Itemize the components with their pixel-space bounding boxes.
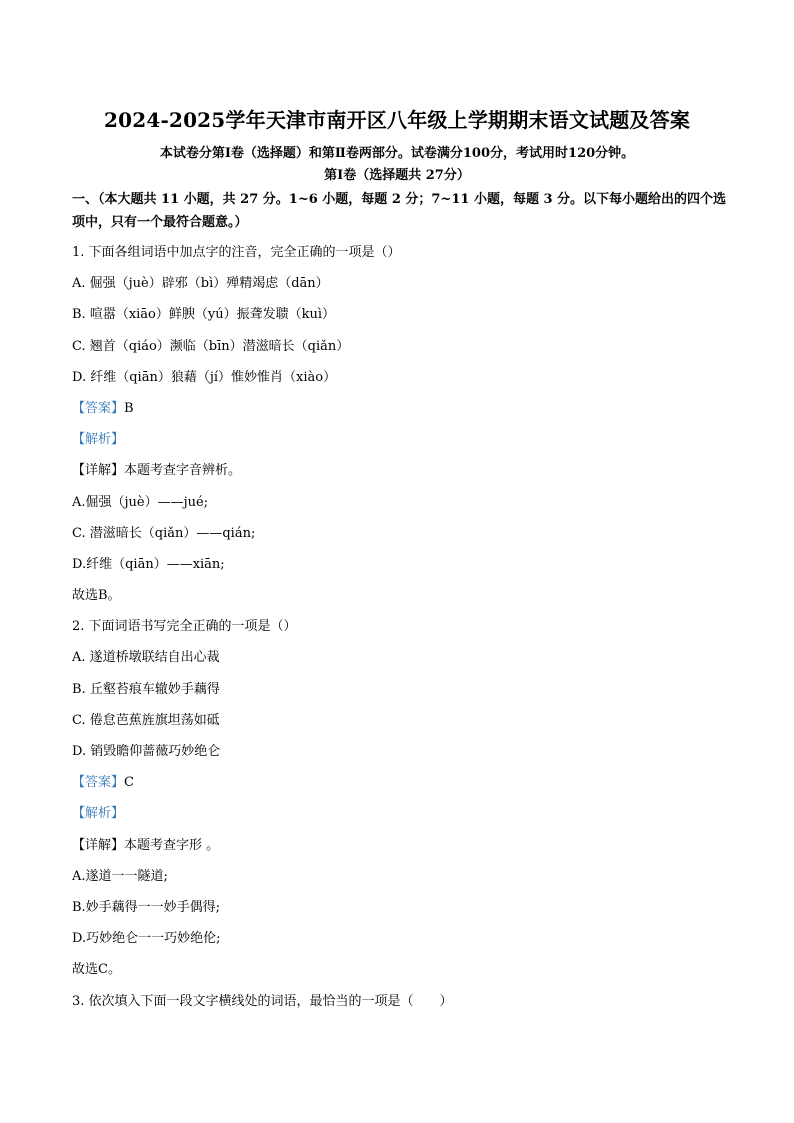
answer-value: B [124, 400, 134, 416]
analysis-label: 【解析】 [72, 432, 125, 448]
answer-label: 【答案】 [72, 400, 125, 416]
explanation: B.妙手藕得一一妙手偶得; [72, 899, 221, 915]
document-title: 2024-2025学年天津市南开区八年级上学期期末语文试题及答案 [103, 108, 691, 132]
section-intro: 一、（本大题共 11 小题，共 27 分。1~6 小题，每题 2 分；7~11 小题，每题 3 分。以下每小题给出的四个选项中，只有一个最符合题意。） [72, 192, 727, 230]
option: D. 纤维（qiān）狼藉（jí）惟妙惟肖（xiào） [72, 369, 337, 385]
explanation: C. 潜滋暗长（qiǎn）——qián; [72, 525, 256, 541]
conclusion: 故选C。 [72, 962, 121, 978]
part-heading: 第Ⅰ卷（选择题共 27分） [324, 168, 470, 183]
question-stem: 2. 下面词语书写完全正确的一项是（） [72, 619, 297, 635]
answer-label: 【答案】 [72, 775, 125, 791]
option: A. 倔强（juè）辟邪（bì）殚精竭虑（dān） [72, 276, 329, 292]
option: A. 遂道桥墩联结自出心裁 [72, 650, 220, 666]
answer-line [72, 393, 732, 424]
document-body [72, 237, 732, 1017]
option: D. 销毁瞻仰蔷薇巧妙绝仑 [72, 744, 221, 759]
option: C. 倦怠芭蕉旌旗坦荡如砥 [72, 712, 220, 728]
explanation: A.遂道一一隧道; [72, 868, 168, 884]
question-stem: 1. 下面各组词语中加点字的注音，完全正确的一项是（） [72, 245, 401, 260]
detail-line: 【详解】本题考查字音辨析。 [72, 463, 242, 479]
option: B. 丘壑苔痕车辙妙手藕得 [72, 681, 220, 697]
explanation: D.纤维（qiān）——xiān; [72, 556, 225, 572]
answer-line [72, 767, 732, 798]
answer-value: C [124, 775, 134, 791]
explanation: A.倔强（juè）——jué; [72, 494, 209, 510]
question-stem: 3. 依次填入下面一段文字横线处的词语，最恰当的一项是（ ） [72, 993, 453, 1009]
explanation: D.巧妙绝仑一一巧妙绝伦; [72, 931, 221, 947]
detail-line: 【详解】本题考查字形 。 [72, 837, 220, 853]
option: B. 喧嚣（xiāo）鲜腴（yú）振聋发聩（kuì） [72, 307, 336, 323]
analysis-label: 【解析】 [72, 806, 125, 822]
option: C. 翘首（qiáo）濒临（bīn）潜滋暗长（qiǎn） [72, 338, 350, 354]
conclusion: 故选B。 [72, 588, 121, 604]
exam-instructions: 本试卷分第Ⅰ卷（选择题）和第Ⅱ卷两部分。试卷满分100分，考试用时120分钟。 [159, 146, 635, 161]
